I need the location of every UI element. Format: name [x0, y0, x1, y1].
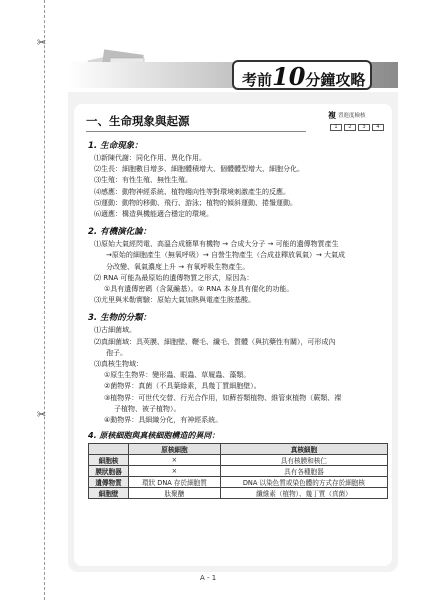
- content-line: ⑵生長：細胞數目增多、細胞體積增大、個體體型增大、細胞分化。: [94, 165, 304, 174]
- table-row: [89, 466, 388, 477]
- review-checkboxes: [330, 124, 384, 131]
- table-header-cell: 原核細胞: [129, 444, 221, 455]
- table-cell-feature: 膜狀胞器: [89, 466, 129, 477]
- table-cell-prokaryote: 環狀 DNA 存於細胞質: [129, 477, 221, 488]
- table-cell-eukaryote: 具有各種胞器: [220, 466, 387, 477]
- table-cell-prokaryote: ×: [129, 466, 221, 477]
- content-line: ⑴新陳代謝：同化作用、異化作用。: [94, 154, 206, 162]
- review-checkbox[interactable]: 4: [372, 124, 384, 131]
- content-line: 孢子。: [106, 348, 127, 357]
- content-line: ⑵ RNA 可能為最原始的遺傳物質之形式，原因為：: [94, 273, 254, 282]
- table-cell-prokaryote: ×: [129, 455, 221, 466]
- content-line: ①原生生物界：變形蟲、眼蟲、草履蟲、藻類。: [104, 371, 251, 380]
- review-checkbox[interactable]: 1: [330, 124, 342, 131]
- table-cell-feature: 細胞壁: [89, 488, 129, 499]
- content-line: ⑴原始大氣經閃電、高溫合成簡單有機物 → 合成大分子 → 可能的遺傳物質產生: [94, 240, 339, 249]
- content-line: ⑵真細菌域：具莢膜、細胞壁、鞭毛、纖毛、質體（與抗藥性有關），可形成內: [94, 337, 336, 346]
- subsection-heading: 1. 生命現象：: [88, 141, 143, 151]
- content-line: ②菌物界：真菌（不具葉綠素，具幾丁質細胞壁）。: [104, 382, 261, 391]
- table-row: [89, 455, 388, 466]
- cut-line: [44, 0, 45, 600]
- table-header-cell: 真核細胞: [220, 444, 387, 455]
- content-line: ⑶生殖：有性生殖、無性生殖。: [94, 176, 192, 185]
- content-body: [88, 134, 388, 499]
- table-cell-eukaryote: 具有核膜和核仁: [220, 455, 387, 466]
- content-line: 分改變、氧氣濃度上升 → 有氧呼吸生物產生。: [106, 262, 250, 271]
- table-row: [89, 488, 388, 499]
- section-title-rule: [86, 131, 306, 132]
- subsection-heading: 2. 有機演化論：: [88, 227, 152, 238]
- content-line: ①具有遺傳密碼（含氮鹼基）。② RNA 本身具有催化的功能。: [104, 285, 294, 294]
- subsection-list: [88, 139, 388, 426]
- section-title: 一、生命現象與起源: [86, 114, 190, 128]
- content-line: ⑷感應：動物神經系統、植物趨向性等對環境刺激產生的反應。: [94, 187, 290, 196]
- content-line: →原始的細胞產生（無氧呼吸）→ 自營生物產生（合成並釋放氧氣）→ 大氣成: [106, 251, 346, 260]
- table-cell-feature: 細胞核: [89, 455, 129, 466]
- table-cell-prokaryote: 肽聚醣: [129, 488, 221, 499]
- header-title: 考前10分鐘攻略: [242, 62, 366, 91]
- content-line: ④動物界：具細織分化，有神經系統。: [104, 416, 223, 425]
- review-checkbox[interactable]: 2: [344, 124, 356, 131]
- content-line: ⑹適應：構造與機能適合穩定的環境。: [94, 210, 213, 219]
- table-cell-eukaryote: 纖維素（植物）、幾丁質（真菌）: [220, 488, 387, 499]
- content-line: ⑸運動：動物的移動、飛行、游泳；植物的傾斜運動、捲鬚運動。: [94, 198, 297, 207]
- table-body: [89, 455, 388, 499]
- review-mark: 複: [328, 111, 336, 120]
- table-title: 4. 原核細胞與真核細胞構造的異同：: [88, 431, 220, 441]
- content-line: ⑴古細菌域。: [94, 326, 136, 335]
- scissors-icon: ✂: [37, 36, 47, 49]
- table-header-cell: [89, 444, 129, 455]
- comparison-table: [88, 443, 388, 499]
- page-number: A - 1: [200, 574, 217, 582]
- content-line: ③植物界：可世代交替、行光合作用，如蘚苔類植物、維管束植物（蕨類、裸: [104, 393, 342, 402]
- content-line: ⑶真核生物域：: [94, 360, 143, 369]
- table-row: [89, 477, 388, 488]
- review-checkbox[interactable]: 3: [358, 124, 370, 131]
- scissors-icon: ✂: [37, 408, 47, 421]
- table-cell-feature: 遺傳物質: [89, 477, 129, 488]
- subsection-heading: 3. 生物的分類：: [88, 313, 152, 324]
- table-cell-eukaryote: DNA 以染色質或染色體的方式存於細胞核: [220, 477, 387, 488]
- content-line: 子植物、被子植物）。: [114, 404, 181, 413]
- content-line: ⑶尤里與米勒實驗：原始大氣加熱與電產生胺基酸。: [94, 296, 255, 305]
- table-header-row: [89, 444, 388, 455]
- review-label: 習進度檢核: [338, 113, 366, 119]
